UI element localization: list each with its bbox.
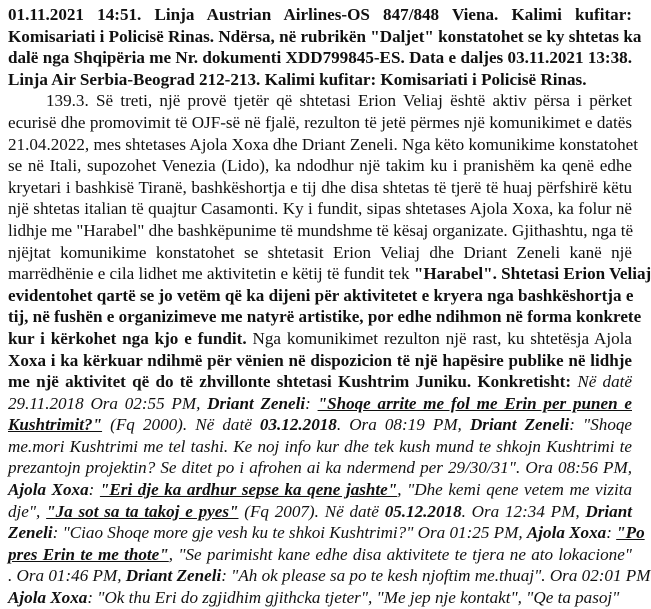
text-segment: 03.12.2018 (259, 415, 337, 435)
text-line (8, 457, 632, 479)
text-segment: se në Itali, supozohet Venezia (Lido), ka ndodhur një takim ku i pranishëm ka qenë edhe (8, 156, 632, 176)
text-line (8, 393, 632, 415)
text-line (8, 177, 632, 199)
text-segment: prezantojn projektin? Se ditet po i afrohen ai ka ndermend per 29/30/31". Ora 08:56 PM, (8, 458, 632, 478)
text-segment: marrëdhënie e cila lidhet me aktivitetin e këtij të fundit tek (8, 264, 414, 284)
text-segment: Ora 02:55 PM, (90, 393, 208, 413)
text-segment: 139.3. Së treti, një provë tjetër që shtetasi Erion Veliaj është aktiv përsa i përket (46, 91, 632, 111)
text-segment: "Po (616, 523, 645, 543)
text-line (8, 565, 651, 587)
text-line (8, 587, 632, 609)
text-line (8, 198, 632, 220)
text-segment: me një aktivitet që do të zhvillonte shtetasi Kushtrim Juniku. Konkretisht: (8, 372, 578, 392)
text-line (8, 306, 642, 328)
text-segment: (Fq 2007). Në datë (238, 501, 385, 521)
text-segment: . Ora 12:34 PM, (461, 501, 586, 521)
text-segment: ecurisë dhe promovimit të OJF-së në fjalë, rezulton të jetë përmes një komunikimet e datës (8, 112, 632, 132)
text-segment: një shtetas italian të quajtur Casamonti. Ky i fundit, sipas shtetases Ajola Xoxa, ka folur në (8, 199, 632, 219)
text-line (8, 350, 632, 372)
text-line (8, 436, 632, 458)
text-segment: 29.11.2018 (8, 393, 91, 413)
text-segment: Linja Air Serbia-Beograd 212-213. Kalimi kufitar: Komisariati i Policisë Rinas. (8, 69, 587, 89)
text-line (8, 479, 632, 501)
text-segment: Ajola Xoxa (526, 523, 607, 543)
text-segment: njëjtat komunikime konstatohet se shtetasit Erion Veliaj dhe Driant Zeneli kanë një (8, 242, 632, 262)
text-line (8, 134, 638, 156)
text-segment: Ajola Xoxa (8, 480, 89, 500)
text-segment: me.mori Kushtrimi me tel tashi. Ke noj info kur dhe tek kush mund te shkojn Kushtrimi te (8, 436, 632, 456)
text-line (8, 220, 632, 242)
text-segment: tij, në fushën e organizimeve me natyrë artistike, por edhe ndihmon në forma konkrete (8, 307, 642, 327)
text-segment: pres Erin te me thote" (8, 544, 169, 564)
text-line (8, 90, 632, 112)
text-line (8, 501, 632, 523)
text-segment: Në datë (577, 372, 632, 392)
text-line (8, 522, 645, 544)
text-line (8, 371, 632, 393)
text-segment: "Ja sot sa ta takoj e pyes" (46, 501, 239, 521)
text-segment: Driant (585, 501, 632, 521)
text-segment: , "Se parimisht kane edhe disa aktivitete te tjera ne ato lokacione" (168, 544, 632, 564)
text-line (8, 242, 632, 264)
text-segment: : (88, 480, 100, 500)
text-segment: 21.04.2022, mes shtetases Ajola Xoxa dhe Driant Zeneli. Nga këto komunikime konstatohet (8, 134, 638, 154)
text-segment: Komisariati i Policisë Rinas. Ndërsa, në rubrikën "Daljet" konstatohet se ky shtetas ka (8, 26, 642, 46)
text-line (8, 112, 632, 134)
text-line (8, 328, 632, 350)
text-segment: "Harabel". Shtetasi Erion Veliaj (413, 264, 651, 284)
text-line (8, 69, 632, 91)
text-segment: : "Ciao Shoqe more gje vesh ku te shkoi Kushtrimi?" Ora 01:25 PM, (52, 523, 527, 543)
text-segment: "Shoqe arrite me fol me Erin per punen e (317, 393, 632, 413)
text-segment: kryetari i bashkisë Tiranë, bashkëshortja e tij dhe disa shtetas të tjerë të huaj përfshirë këtu (8, 177, 632, 197)
text-segment: Ajola Xoxa (8, 588, 88, 608)
text-segment: Kushtrimit?" (8, 415, 103, 435)
text-segment: Zeneli (8, 523, 53, 543)
text-line (8, 47, 632, 69)
text-segment: 01.11.2021 14:51. Linja Austrian Airlines-OS 847/848 Viena. Kalimi kufitar: (8, 5, 632, 24)
text-segment: 05.12.2018 (384, 501, 462, 521)
text-segment: : "Shoqe (569, 415, 633, 435)
text-segment: . Ora 01:46 PM, (8, 566, 126, 586)
text-line (8, 285, 632, 307)
text-segment: Nga komunikimet rezulton një rast, ku shtetësja Ajola (246, 328, 632, 348)
text-line (8, 263, 651, 285)
text-line (8, 155, 632, 177)
text-segment: , "Dhe kemi qene vetem me vizita (397, 480, 633, 500)
text-line (8, 414, 632, 436)
text-segment: kur i kërkohet nga kjo e fundit. (8, 328, 247, 348)
text-segment: dje", (8, 501, 47, 521)
text-segment: lidhje me "Harabel" dhe bashkëpunime të mundshme të kësaj organizate. Gjithashtu, nga të (8, 220, 634, 240)
text-line (8, 544, 632, 566)
text-segment: Driant Zeneli (125, 566, 222, 586)
text-line (8, 26, 642, 48)
text-segment: dalë nga Shqipëria me Nr. dokumenti XDD799845-ES. Data e daljes 03.11.2021 13:38. (8, 48, 632, 68)
text-segment: evidentohet qartë se jo vetëm që ka dijeni për aktivitetet e kryera nga bashkëshortja e (8, 285, 634, 305)
text-segment: : (606, 523, 617, 543)
text-segment: "Eri dje ka ardhur sepse ka qene jashte" (99, 480, 398, 500)
text-segment: Driant Zeneli (469, 415, 570, 435)
text-segment: Driant Zeneli (207, 393, 306, 413)
text-segment: : (305, 393, 318, 413)
text-line (8, 4, 632, 26)
text-segment: : "Ok thu Eri do zgjidhim gjithcka tjeter", "Me jep nje kontakt", "Qe ta pasoj" (87, 588, 620, 608)
text-segment: (Fq 2000). Në datë (102, 415, 260, 435)
text-segment: Xoxa i ka kërkuar ndihmë për vënien në dispozicion të një hapësire publike në lidhje (8, 350, 632, 370)
text-segment: : "Ah ok please sa po te kesh njoftim me.thuaj". Ora 02:01 PM (221, 566, 651, 586)
text-segment: . Ora 08:19 PM, (336, 415, 470, 435)
